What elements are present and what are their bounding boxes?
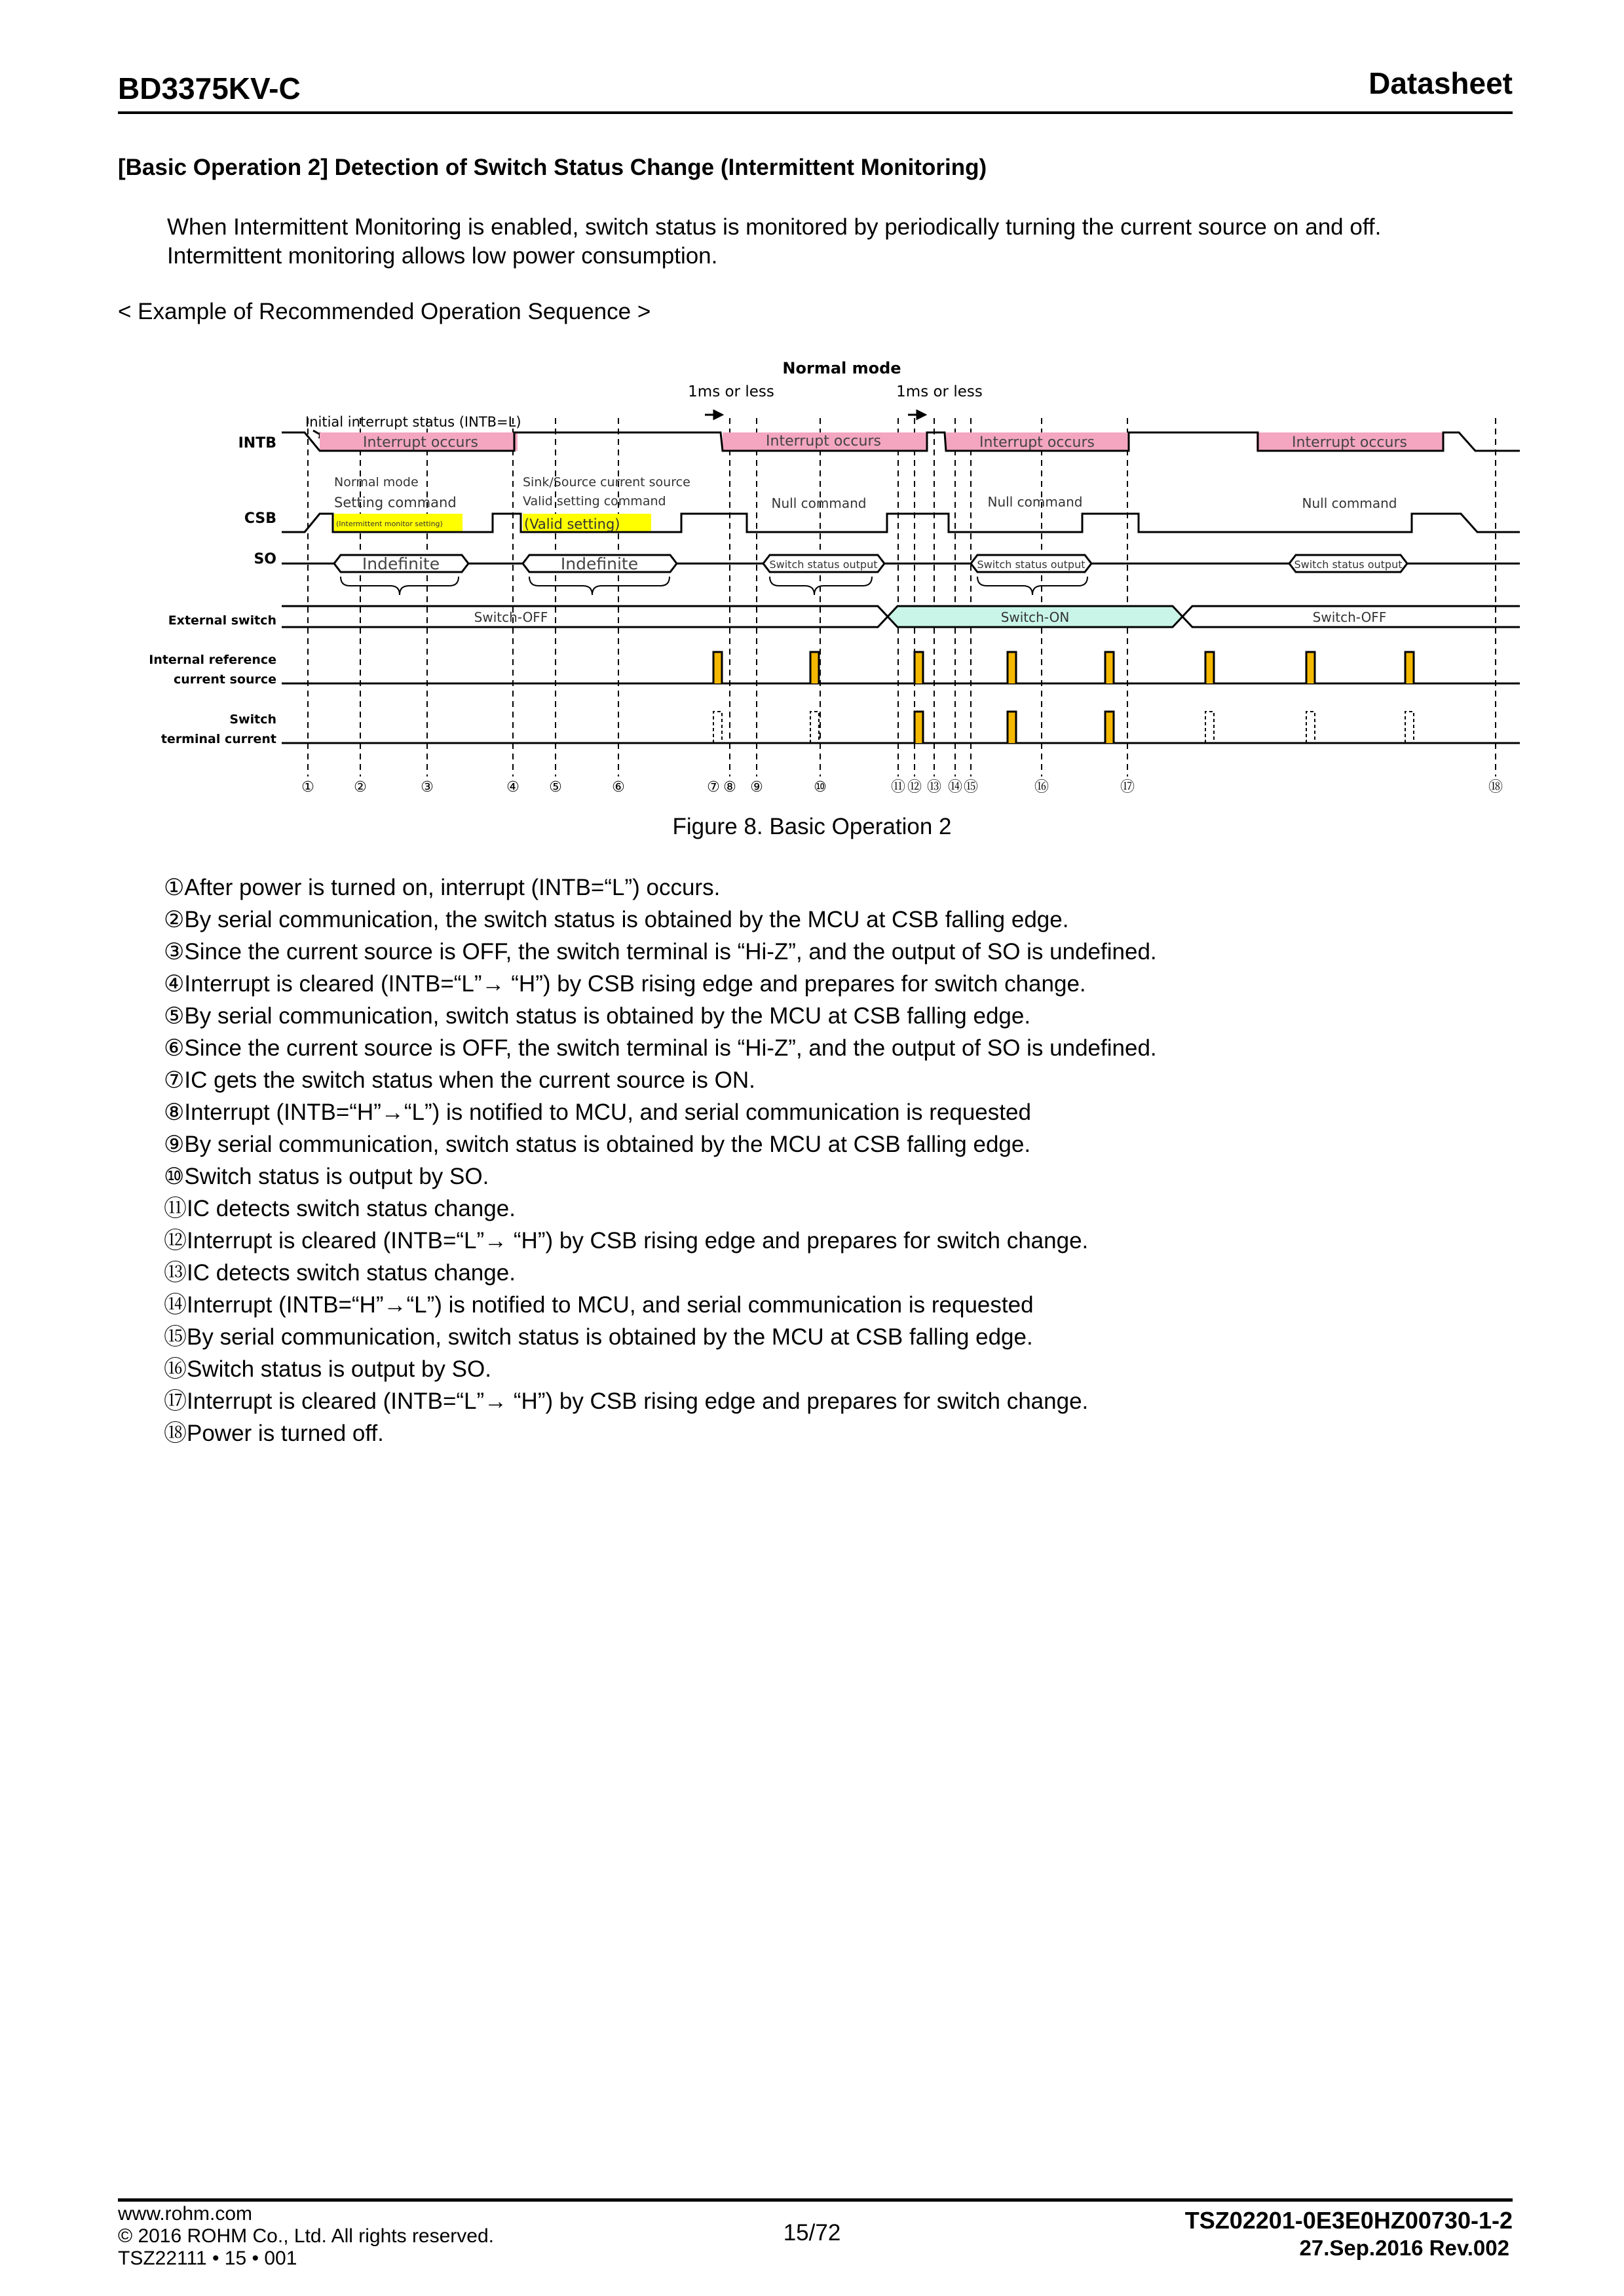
- step-marker: ⑰: [1120, 779, 1135, 793]
- ref-current-pulse: [915, 652, 923, 683]
- step-marker: ⑤: [549, 779, 562, 793]
- part-number: BD3375KV-C: [118, 71, 301, 105]
- step-marker: ③: [421, 779, 434, 793]
- so-braces: [341, 577, 1087, 595]
- initial-status-label: Initial interrupt status (INTB=L): [305, 414, 521, 430]
- step-9: ⑨By serial communication, switch status is obtained by the MCU at CSB falling edge.: [164, 1132, 1031, 1157]
- step-marker: ⑨: [750, 779, 763, 793]
- intro-line-1: When Intermittent Monitoring is enabled, switch status is monitored by periodically turning the current source on and off.: [167, 214, 1382, 240]
- so-output-1: Switch status output: [769, 558, 878, 571]
- term-current-dotted-pulse: [1205, 712, 1214, 743]
- footer-copyright: © 2016 ROHM Co., Ltd. All rights reserved.: [118, 2225, 494, 2247]
- interrupt-label-4: Interrupt occurs: [1292, 434, 1407, 451]
- footer-form-code: TSZ22111 • 15 • 001: [118, 2248, 297, 2269]
- step-list: [164, 871, 1157, 1449]
- step-marker: ①: [301, 779, 314, 793]
- step-2: ②By serial communication, the switch status is obtained by the MCU at CSB falling edge.: [164, 907, 1069, 932]
- csb-waveform: [282, 514, 1520, 532]
- step-marker: ⑧: [723, 779, 736, 793]
- null-command-2: Null command: [987, 494, 1083, 510]
- step-7: ⑦IC gets the switch status when the current source is ON.: [164, 1067, 755, 1093]
- signal-ref-current-2: current source: [173, 672, 276, 687]
- timing-label-2: 1ms or less: [896, 383, 983, 400]
- step-marker: ④: [506, 779, 519, 793]
- term-current-dotted-pulse: [810, 712, 819, 743]
- step-10: ⑩Switch status is output by SO.: [164, 1164, 489, 1189]
- intb-interrupt-fills: [320, 432, 1443, 451]
- step-5: ⑤By serial communication, switch status is obtained by the MCU at CSB falling edge.: [164, 1003, 1031, 1029]
- null-command-3: Null command: [1302, 495, 1397, 511]
- timing-diagram: [144, 347, 1520, 793]
- step-17: ⑰Interrupt is cleared (INTB=“L”→ “H”) by CSB rising edge and prepares for switch change.: [164, 1388, 1089, 1414]
- ref-current-pulse: [810, 652, 819, 683]
- step-13: ⑬IC detects switch status change.: [164, 1260, 516, 1286]
- ref-current-pulse: [1306, 652, 1315, 683]
- step-marker: ⑥: [612, 779, 625, 793]
- figure-caption: Figure 8. Basic Operation 2: [672, 814, 952, 839]
- term-current-dotted-pulse: [713, 712, 722, 743]
- term-current-pulse: [915, 712, 923, 743]
- footer-rule: [118, 2198, 1513, 2202]
- step-1: ①After power is turned on, interrupt (INTB=“L”) occurs.: [164, 875, 721, 900]
- interrupt-label-1: Interrupt occurs: [363, 434, 478, 451]
- ref-current-pulse: [1405, 652, 1414, 683]
- step-marker: ⑭: [947, 779, 963, 793]
- step-marker: ⑪: [890, 779, 906, 793]
- timing-label-1: 1ms or less: [688, 383, 774, 400]
- document-number: TSZ02201-0E3E0HZ00730-1-2: [1184, 2207, 1513, 2234]
- switch-off-1: Switch-OFF: [474, 609, 548, 625]
- indefinite-1: Indefinite: [362, 554, 440, 573]
- step-marker: ⑩: [814, 779, 827, 793]
- ref-current-pulse: [1105, 652, 1114, 683]
- intro-paragraph: [167, 213, 1530, 271]
- signal-term-current-2: terminal current: [161, 732, 276, 746]
- step-6: ⑥Since the current source is OFF, the switch terminal is “Hi-Z”, and the output of SO is undefined.: [164, 1035, 1157, 1061]
- step-marker: ⑦: [707, 779, 720, 793]
- step-marker: ⑫: [907, 779, 922, 793]
- document-type: Datasheet: [1369, 66, 1513, 100]
- step-18: ⑱Power is turned off.: [164, 1421, 384, 1446]
- header-rule: [118, 111, 1513, 114]
- normal-mode-top-label: Normal mode: [782, 359, 901, 377]
- step-8: ⑧Interrupt (INTB=“H”→“L”) is notified to MCU, and serial communication is requested: [164, 1100, 1031, 1125]
- timing-arrows: [705, 411, 925, 419]
- date-revision: 27.Sep.2016 Rev.002: [1299, 2236, 1509, 2260]
- signal-term-current-1: Switch: [229, 712, 276, 727]
- term-current-dotted-pulse: [1306, 712, 1315, 743]
- step-16: ⑯Switch status is output by SO.: [164, 1356, 491, 1382]
- step-15: ⑮By serial communication, switch status is obtained by the MCU at CSB falling edge.: [164, 1324, 1033, 1350]
- section-title: [Basic Operation 2] Detection of Switch Status Change (Intermittent Monitoring): [118, 155, 987, 180]
- ref-current-pulse: [1205, 652, 1214, 683]
- cmd1-mode: Normal mode: [334, 475, 419, 489]
- sequence-title: < Example of Recommended Operation Sequence >: [118, 299, 651, 324]
- switch-off-2: Switch-OFF: [1312, 609, 1387, 625]
- term-current-dotted-pulse: [1405, 712, 1414, 743]
- step-12: ⑫Interrupt is cleared (INTB=“L”→ “H”) by CSB rising edge and prepares for switch change.: [164, 1228, 1089, 1253]
- signal-so: SO: [254, 551, 276, 567]
- interrupt-label-3: Interrupt occurs: [979, 434, 1095, 451]
- ref-current-pulse: [1008, 652, 1016, 683]
- intro-line-2: Intermittent monitoring allows low power consumption.: [167, 243, 718, 269]
- footer-url[interactable]: www.rohm.com: [118, 2203, 253, 2225]
- switch-on-label: Switch-ON: [1000, 609, 1070, 625]
- step-14: ⑭Interrupt (INTB=“H”→“L”) is notified to MCU, and serial communication is requested: [164, 1292, 1034, 1318]
- signal-ref-current-1: Internal reference: [149, 653, 276, 667]
- step-11: ⑪IC detects switch status change.: [164, 1196, 516, 1221]
- interrupt-label-2: Interrupt occurs: [766, 433, 881, 450]
- page-number: 15/72: [783, 2220, 841, 2246]
- cmd2-name: Valid setting command: [523, 494, 666, 508]
- term-current-pulse: [1008, 712, 1016, 743]
- step-marker: ⑬: [926, 779, 942, 793]
- so-output-3: Switch status output: [1294, 558, 1403, 571]
- ref-current-pulse: [713, 652, 722, 683]
- null-command-1: Null command: [771, 495, 867, 511]
- cmd1-name: Setting command: [334, 495, 457, 510]
- so-output-2: Switch status output: [977, 558, 1086, 571]
- step-marker: ⑮: [963, 779, 979, 793]
- step-3: ③Since the current source is OFF, the switch terminal is “Hi-Z”, and the output of SO is undefined.: [164, 939, 1157, 965]
- step-marker: ⑯: [1034, 779, 1049, 793]
- step-marker: ②: [354, 779, 367, 793]
- step-marker: ⑱: [1488, 779, 1503, 793]
- step-4: ④Interrupt is cleared (INTB=“L”→ “H”) by CSB rising edge and prepares for switch change.: [164, 971, 1086, 997]
- cmd2-box: (Valid setting): [524, 516, 620, 532]
- indefinite-2: Indefinite: [560, 554, 639, 573]
- signal-csb: CSB: [244, 510, 276, 527]
- signal-intb: INTB: [238, 435, 276, 451]
- cmd2-mode: Sink/Source current source: [523, 475, 690, 489]
- cmd1-box: (Intermittent monitor setting): [336, 520, 443, 528]
- term-current-pulse: [1105, 712, 1114, 743]
- signal-external-switch: External switch: [168, 613, 276, 628]
